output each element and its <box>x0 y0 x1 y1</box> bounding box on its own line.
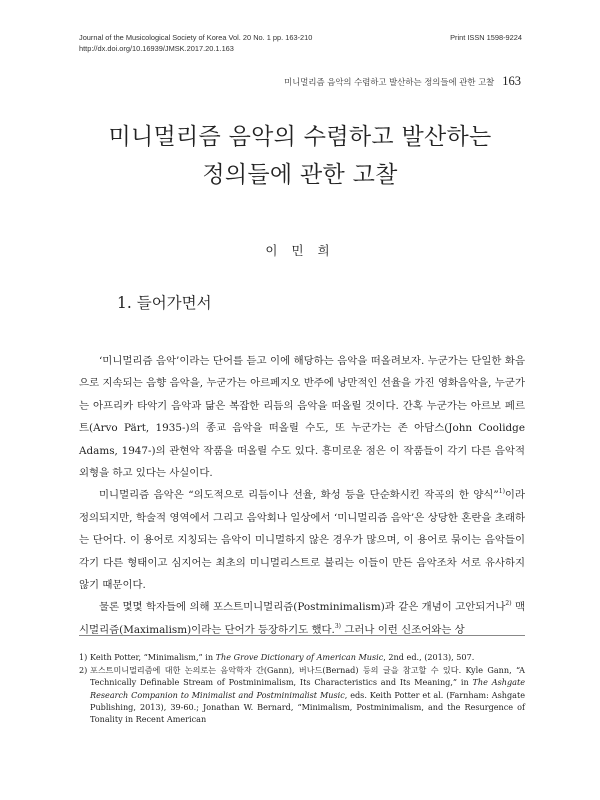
article-title-line-2: 정의들에 관한 고찰 <box>202 162 398 188</box>
footnote-divider <box>79 635 525 636</box>
body-text <box>79 350 525 641</box>
footnote-2 <box>79 664 525 725</box>
paragraph-3-text-after: 그러나 이런 신조어와는 상 <box>341 623 465 636</box>
footnote-1-text-after: , 2nd ed., (2013), 507. <box>383 652 475 662</box>
paragraph-2-text-after: 이라 정의되지만, 학술적 영역에서 그리고 음악회나 일상에서 ‘미니멀리즘 음악’은 상당한 혼란을 초래하는 단어다. 이 용어로 지칭되는 음악이 미니멀하지 않은 경우가 많으며, 이 용어로 묶이는 음악들이 각기 다른 형태이고 심지어는 최초의 미니멀리스트로 불리는 이들이 만든 음악조차 서로 유사하지 않기 때문이다. <box>79 489 525 592</box>
footnote-1-number: 1) <box>79 652 88 662</box>
footnote-ref-3[interactable]: 3) <box>334 622 342 630</box>
footnote-2-text-after: , eds. Keith Potter et al. (Farnham: Ashgate Publishing, 2013), 39-60.; Jonathan W. Bernard, “Minimalism, Postminimalism, and the Resurgence of Tonality in Recent American <box>90 689 525 725</box>
paragraph-1-text: ‘미니멀리즘 음악’이라는 단어를 듣고 이에 해당하는 음악을 떠올려보자. 누군가는 단일한 화음으로 지속되는 음향 음악을, 누군가는 아르페지오 반주에 낭만적인 선율을 가진 영화음악을, 누군가는 아프리카 타악기 음악과 닮은 복잡한 리듬의 음악을 떠올릴 것이다. 간혹 누군가는 아르보 페르트(Arvo Pärt, 1935-)의 종교 음악을 떠올릴 수도, 또 누군가는 존 아담스(John Coolidge Adams, 1947-)의 관현악 작품을 떠올릴 수도 있다. 흥미로운 점은 이 작품들이 각기 다른 음악적 외형을 하고 있다는 사실이다. <box>79 355 525 480</box>
footnote-2-text-before: 포스트미니멀리즘에 대한 논의로는 음악학자 간(Gann), 버나드(Bernad) 등의 글을 참고할 수 있다. Kyle Gann, “A Technically Definable Stream of Postminimalism, Its Characteristics and Its Meaning,” in <box>90 665 525 688</box>
paragraph-2 <box>79 484 525 596</box>
paragraph-2-text-before: 미니멀리즘 음악은 “의도적으로 리듬이나 선율, 화성 등을 단순화시킨 작곡의 한 양식” <box>99 489 499 502</box>
footnote-ref-1[interactable]: 1) <box>498 488 505 496</box>
article-title <box>0 118 600 194</box>
running-head-title: 미니멀리즘 음악의 수렴하고 발산하는 정의들에 관한 고찰 <box>284 77 495 87</box>
issn-label: Print ISSN 1598-9224 <box>450 33 522 42</box>
journal-citation <box>79 33 312 54</box>
footnote-ref-2[interactable]: 2) <box>505 600 512 608</box>
footnote-1-title: The Grove Dictionary of American Music <box>215 652 384 662</box>
footnote-2-title: The Ashgate Research Companion to Minimalist and Postminimalist Music <box>90 677 525 700</box>
paragraph-1 <box>79 350 525 484</box>
paragraph-3-text-mid: 맥시멀리즘(Maximalism)이라는 단어가 등장하기도 했다. <box>79 601 525 636</box>
footnotes <box>79 651 525 726</box>
article-title-line-1: 미니멀리즘 음악의 수렴하고 발산하는 <box>108 124 492 150</box>
journal-line: Journal of the Musicological Society of Korea Vol. 20 No. 1 pp. 163-210 <box>79 33 313 42</box>
running-head <box>284 74 521 89</box>
footnote-1 <box>79 651 525 663</box>
page-number: 163 <box>502 74 521 88</box>
doi-link[interactable]: http://dx.doi.org/10.16939/JMSK.2017.20.1.163 <box>79 43 234 53</box>
paragraph-3-text-before: 물론 몇몇 학자들에 의해 포스트미니멀리즘(Postminimalism)과 같은 개념이 고안되거나 <box>99 601 506 614</box>
section-heading: 1. 들어가면서 <box>117 294 212 312</box>
footnote-1-text-before: Keith Potter, “Minimalism,” in <box>90 652 216 662</box>
author-name: 이 민 희 <box>265 243 335 258</box>
footnote-2-number: 2) <box>79 665 88 676</box>
